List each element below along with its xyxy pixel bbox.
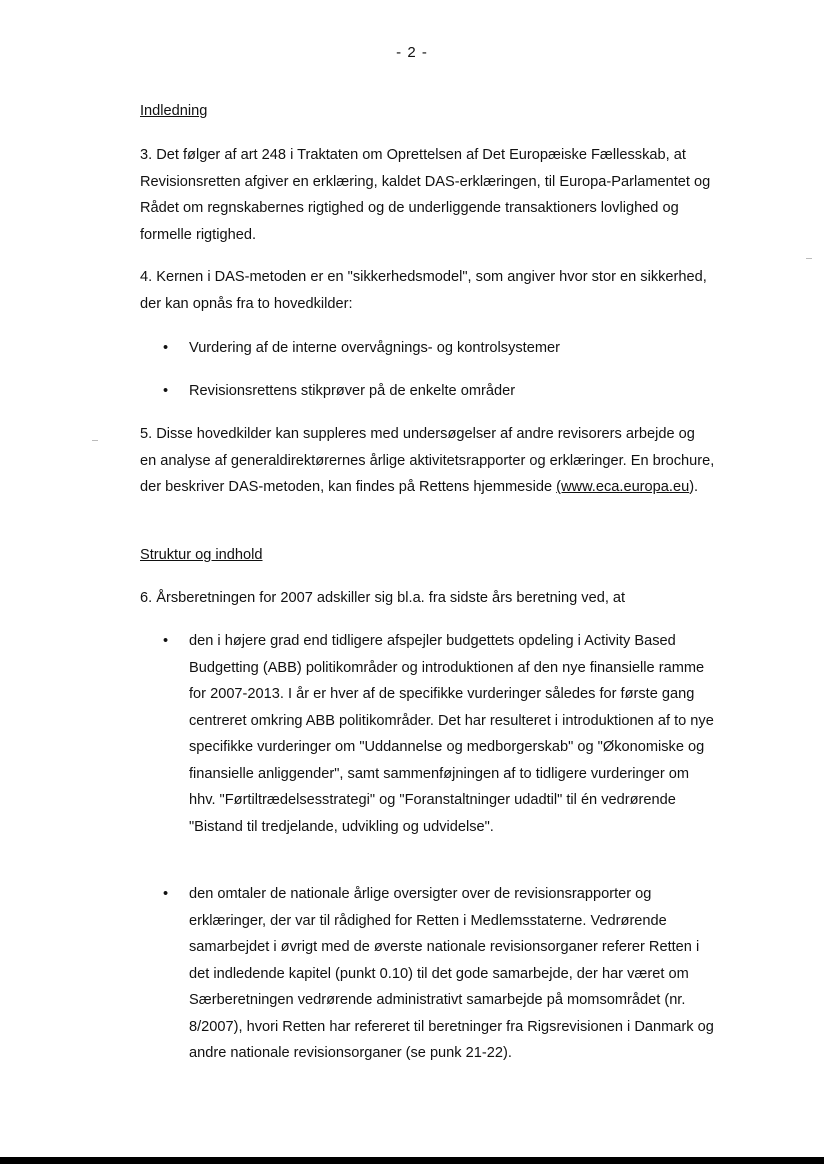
bullet-glyph: • (163, 633, 169, 649)
scan-border (0, 1157, 824, 1164)
bullet-glyph: • (163, 340, 169, 356)
intro-heading: Indledning (140, 103, 208, 119)
bullet-text: den i højere grad end tidligere afspejler budgettets opdeling i Activity Based Budgetting (ABB) politikområder og introduktionen af den nye finansielle ramme for 2007-2013. I år er hver af de specifikke vurderinger således for første gang centreret omkring ABB politikområder. Det har resulteret i introduktionen af to nye specifikke vurderinger om "Uddannelse og medborgerskab" og "Økonomiske og finansielle anliggender", samt sammenføjningen af to tidligere vurderinger om hhv. "Førtiltrædelsesstrategi" og "Foranstaltninger udadtil" til én vedrørende "Bistand til tredjelande, udvikling og udvidelse". (189, 633, 714, 835)
scan-mark (806, 258, 812, 259)
scan-mark (92, 440, 98, 441)
paragraph-4-text: 4. Kernen i DAS-metoden er en "sikkerhedsmodel", som angiver hvor stor en sikkerhed, der kan opnås fra to hovedkilder: (140, 269, 707, 312)
paragraph-6-text: 6. Årsberetningen for 2007 adskiller sig bl.a. fra sidste års beretning ved, at (140, 590, 626, 606)
paragraph-3-text: 3. Det følger af art 248 i Traktaten om Oprettelsen af Det Europæiske Fællesskab, at Revisionsretten afgiver en erklæring, kaldet DAS-erklæringen, til Europa-Parlamentet og Rådet om regnskabernes rigtighed og de underliggende transaktioners lovlighed og formelle rigtighed. (140, 147, 711, 243)
structure-heading: Struktur og indhold (140, 547, 263, 563)
paragraph-6 (140, 585, 715, 612)
bullet-text: Revisionsrettens stikprøver på de enkelte områder (189, 383, 516, 399)
page-number: - 2 - (396, 44, 428, 61)
paragraph-5-body: 5. Disse hovedkilder kan suppleres med undersøgelser af andre revisorers arbejde og en analyse af generaldirektørernes årlige aktivitetsrapporter og erklæringer. En brochure, der beskriver DAS-metoden, kan findes på Rettens hjemmeside (140, 426, 715, 495)
paragraph-5-end: ). (689, 479, 699, 495)
paragraph-5-text (140, 421, 715, 501)
paragraph-5 (140, 421, 715, 501)
bullet-glyph: • (163, 383, 169, 399)
paragraph-4 (140, 264, 715, 317)
bullet-text: den omtaler de nationale årlige oversigter over de revisionsrapporter og erklæringer, der var til rådighed for Retten i Medlemsstaterne. Vedrørende samarbejdet i øvrigt med de øverste nationale revisionsorganer referer Retten i det indledende kapitel (punkt 0.10) til det gode samarbejde, der har været om Særberetningen vedrørende administrativt samarbejde på momsområdet (nr. 8/2007), hvori Retten har refereret til beretninger fra Rigsrevisionen i Danmark og andre nationale revisionsorganer (se punk 21-22). (189, 886, 714, 1061)
website-link[interactable]: (www.eca.europa.eu (556, 479, 690, 495)
paragraph-3 (140, 142, 715, 248)
bullet-glyph: • (163, 886, 169, 902)
bullet-text: Vurdering af de interne overvågnings- og kontrolsystemer (189, 340, 560, 356)
